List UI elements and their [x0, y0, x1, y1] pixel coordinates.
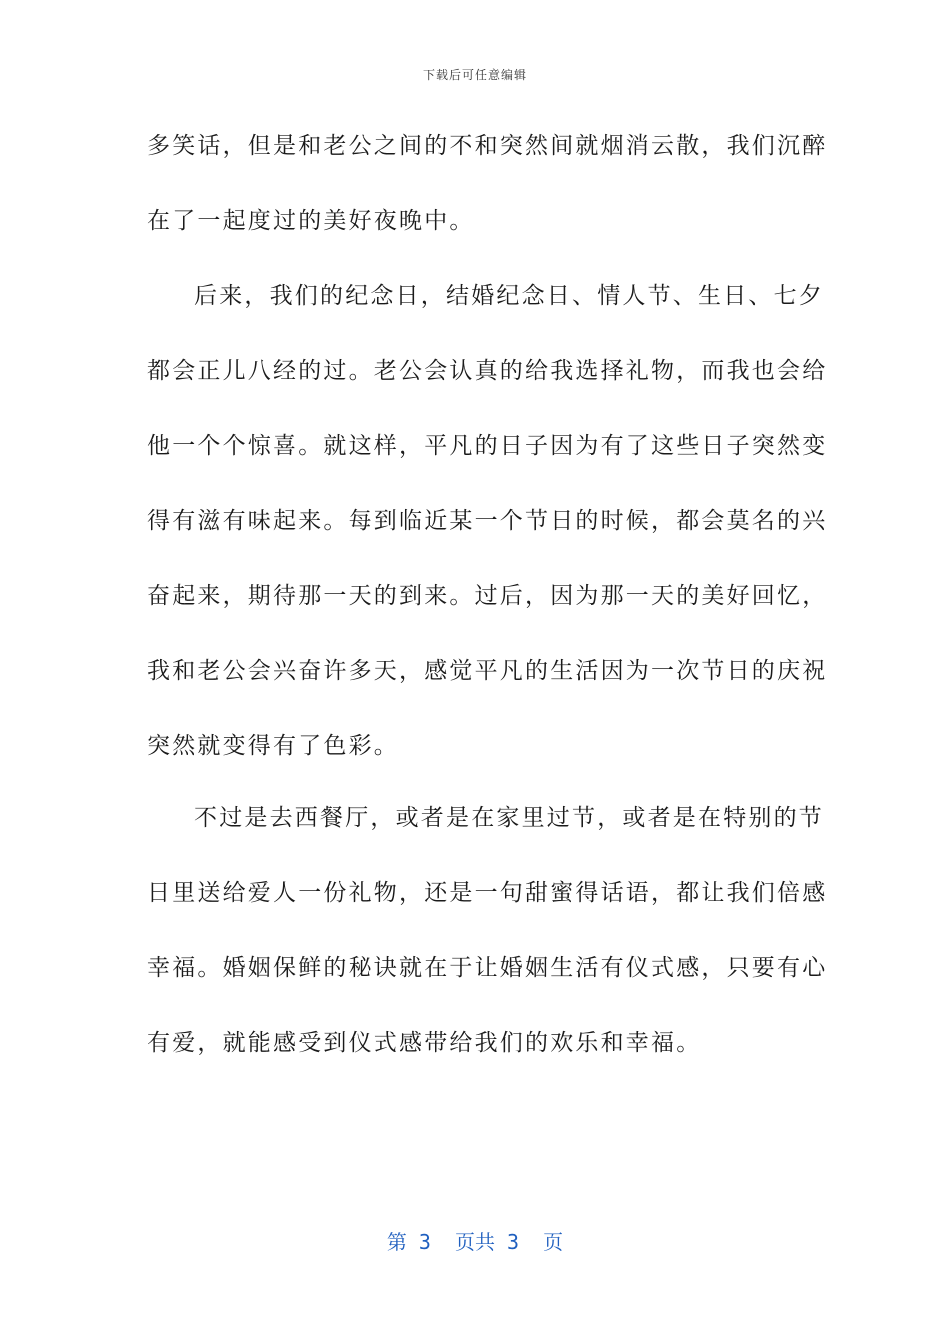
page-header: 下载后可任意编辑	[422, 68, 527, 82]
text-line: 我和老公会兴奋许多天，感觉平凡的生活因为一次节日的庆祝	[147, 658, 828, 684]
paragraph-first-line: 不过是去西餐厅，或者是在家里过节，或者是在特别的节	[194, 805, 824, 831]
text-line: 在了一起度过的美好夜晚中。	[147, 208, 475, 234]
text-line: 得有滋有味起来。每到临近某一个节日的时候，都会莫名的兴	[147, 508, 828, 534]
text-line: 幸福。婚姻保鲜的秘诀就在于让婚姻生活有仪式感，只要有心	[147, 955, 828, 981]
text-line: 他一个个惊喜。就这样，平凡的日子因为有了这些日子突然变	[147, 433, 828, 459]
text-line: 奋起来，期待那一天的到来。过后，因为那一天的美好回忆，	[147, 583, 828, 609]
text-line: 日里送给爱人一份礼物，还是一句甜蜜得话语，都让我们倍感	[147, 880, 828, 906]
page-number-footer: 第 3 页共 3 页	[386, 1230, 564, 1254]
text-line: 突然就变得有了色彩。	[147, 733, 399, 759]
text-line: 有爱，就能感受到仪式感带给我们的欢乐和幸福。	[147, 1030, 702, 1056]
text-line: 多笑话，但是和老公之间的不和突然间就烟消云散，我们沉醉	[147, 133, 828, 159]
text-line: 都会正儿八经的过。老公会认真的给我选择礼物，而我也会给	[147, 358, 828, 384]
paragraph-first-line: 后来，我们的纪念日，结婚纪念日、情人节、生日、七夕	[194, 283, 824, 309]
